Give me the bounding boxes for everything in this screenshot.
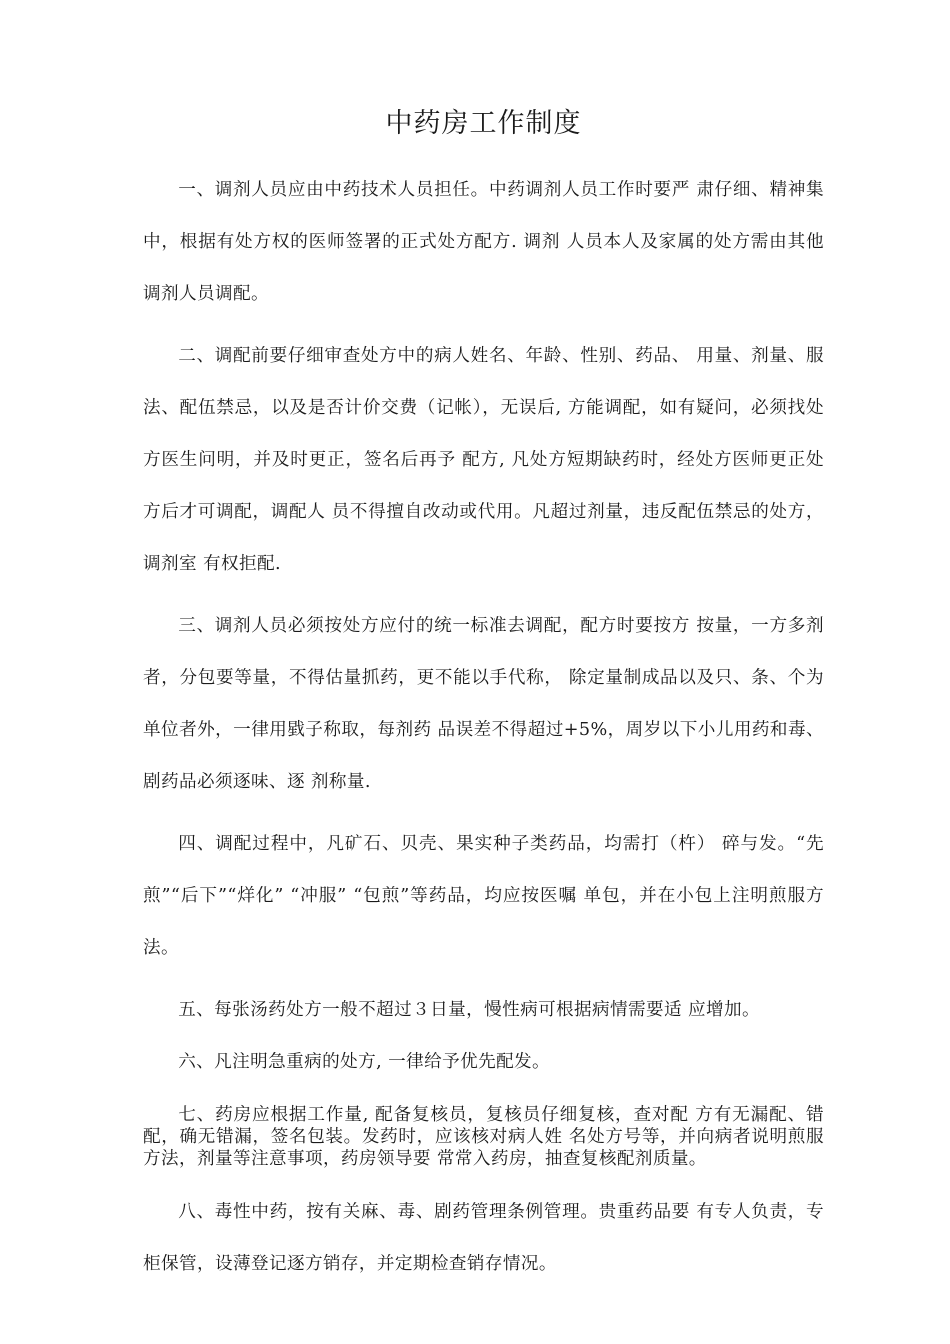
document-title: 中药房工作制度 bbox=[385, 108, 582, 139]
paragraph-1: 一、调剂人员应由中药技术人员担任。中药调剂人员工作时要严 肃仔细、精神集中，根据有处方权的医师签署的正式处方配方. 调剂 人员本人及家属的处方需由其他调剂人员调配。 bbox=[143, 180, 824, 304]
paragraph-3: 三、调剂人员必须按处方应付的统一标准去调配，配方时要按方 按量，一方多剂者，分包要等量，不得估量抓药，更不能以手代称， 除定量制成品以及只、条、个为单位者外，一律用戥子称取，每剂药 品误差不得超过+5%，周岁以下小儿用药和毒、剧药品必须逐味、逐 剂称量. bbox=[143, 616, 824, 792]
paragraph-8: 八、毒性中药，按有关麻、毒、剧药管理条例管理。贵重药品要 有专人负责，专柜保管，设薄登记逐方销存，并定期检查销存情况。 bbox=[143, 1202, 824, 1274]
paragraph-2: 二、调配前要仔细审查处方中的病人姓名、年龄、性别、药品、 用量、剂量、服法、配伍禁忌，以及是否计价交费（记帐），无误后, 方能调配，如有疑问，必须找处方医生问明，并及时更正，签名后再予 配方, 凡处方短期缺药时，经处方医师更正处方后才可调配，调配人 员不得擅自改动或代用。凡超过剂量，违反配伍禁忌的处方，调剂室 有权拒配. bbox=[143, 346, 824, 574]
paragraph-5: 五、每张汤药处方一般不超过３日量，慢性病可根据病情需要适 应增加。 bbox=[178, 1000, 760, 1020]
paragraph-4: 四、调配过程中，凡矿石、贝壳、果实种子类药品，均需打（杵） 碎与发。“先煎”“后下”“烊化” “冲服” “包煎”等药品，均应按医嘱 单包，并在小包上注明煎服方法。 bbox=[143, 834, 824, 958]
paragraph-6: 六、凡注明急重病的处方, 一律给予优先配发。 bbox=[178, 1052, 551, 1072]
paragraph-7: 七、药房应根据工作量, 配备复核员，复核员仔细复核，查对配 方有无漏配、错配，确无错漏，签名包装。发药时，应该核对病人姓 名处方号等，并向病者说明煎服方法，剂量等注意事项，药房领导要 常常入药房，抽查复核配剂质量。 bbox=[143, 1105, 824, 1169]
